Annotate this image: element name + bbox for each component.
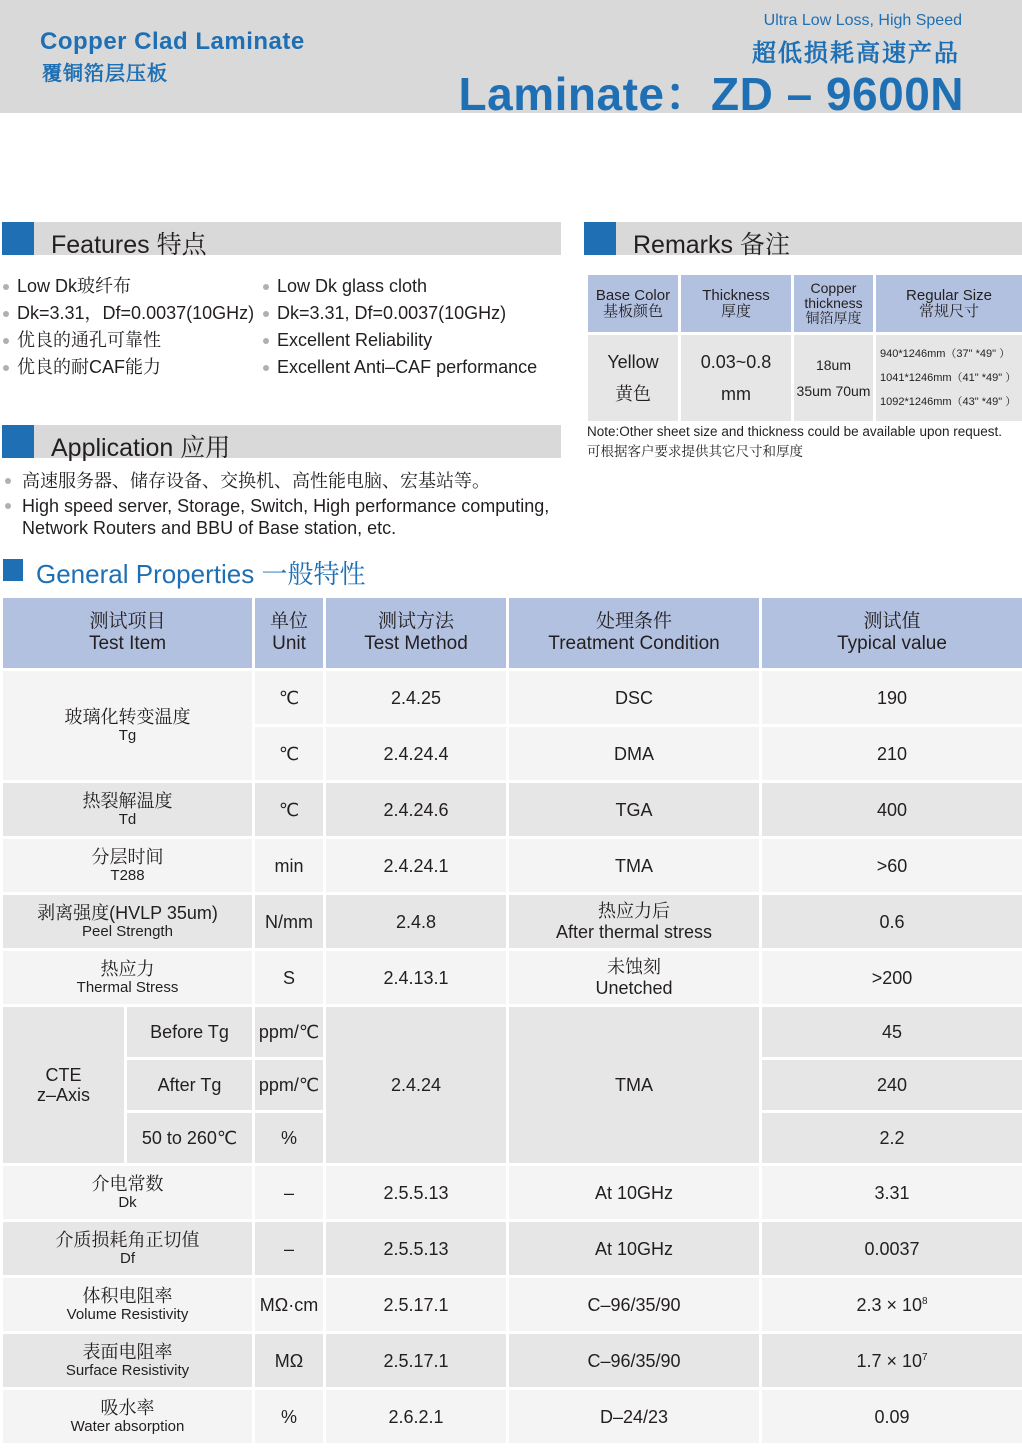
- remarks-table: [585, 272, 1022, 424]
- value-cell: >200: [761, 950, 1022, 1006]
- application-section-bar: [2, 425, 561, 462]
- features-list-en: [261, 273, 537, 381]
- item-volume-resistivity: 体积电阻率 Volume Resistivity: [2, 1277, 254, 1333]
- unit-cell: ppm/℃: [254, 1059, 325, 1112]
- cte-sub-item: Before Tg: [126, 1006, 254, 1059]
- unit-cell: –: [254, 1221, 325, 1277]
- method-cell: 2.5.5.13: [325, 1165, 508, 1221]
- cte-sub-item: After Tg: [126, 1059, 254, 1112]
- method-cell: 2.6.2.1: [325, 1389, 508, 1445]
- item-tg: 玻璃化转变温度 Tg: [2, 670, 254, 782]
- method-cell: 2.4.25: [325, 670, 508, 726]
- method-cell: 2.4.24: [325, 1006, 508, 1165]
- item-t288: 分层时间 T288: [2, 838, 254, 894]
- condition-cell: 未蚀刻 Unetched: [508, 950, 761, 1006]
- feature-item: Low Dk glass cloth: [261, 273, 537, 300]
- brand-title-en: Copper Clad Laminate: [40, 28, 305, 55]
- value-cell: 210: [761, 726, 1022, 782]
- unit-cell: MΩ: [254, 1333, 325, 1389]
- value-cell: 2.2: [761, 1112, 1022, 1165]
- section-marker: [584, 222, 616, 255]
- header-test-method: 测试方法 Test Method: [325, 597, 508, 670]
- value-cell: 240: [761, 1059, 1022, 1112]
- table-row: [2, 782, 1022, 838]
- application-title: Application 应用: [51, 434, 231, 462]
- condition-cell: D–24/23: [508, 1389, 761, 1445]
- brand-title-cn: 覆铜箔层压板: [42, 63, 168, 85]
- remarks-note-en: Note:Other sheet size and thickness could be available upon request.: [587, 424, 1003, 439]
- feature-item: Excellent Anti–CAF performance: [261, 354, 537, 381]
- remarks-section-bar: [584, 222, 1022, 259]
- feature-item: Low Dk玻纤布: [1, 273, 254, 300]
- method-cell: 2.5.17.1: [325, 1277, 508, 1333]
- page-header: [0, 0, 1022, 120]
- condition-cell: TGA: [508, 782, 761, 838]
- remarks-header-size: Regular Size 常规尺寸: [875, 274, 1022, 334]
- feature-item: Excellent Reliability: [261, 327, 537, 354]
- application-item: 高速服务器、储存设备、交换机、高性能电脑、宏基站等。: [3, 470, 583, 492]
- features-title: Features 特点: [51, 231, 207, 259]
- remarks-header-color: Base Color 基板颜色: [587, 274, 680, 334]
- value-cell: 190: [761, 670, 1022, 726]
- header-typical-value: 测试值 Typical value: [761, 597, 1022, 670]
- condition-cell: TMA: [508, 1006, 761, 1165]
- remarks-thickness-cell: 0.03~0.8 mm: [680, 334, 793, 423]
- item-dk: 介电常数 Dk: [2, 1165, 254, 1221]
- table-header-row: [2, 597, 1022, 670]
- item-surface-resistivity: 表面电阻率 Surface Resistivity: [2, 1333, 254, 1389]
- table-row: [2, 670, 1022, 726]
- unit-cell: ppm/℃: [254, 1006, 325, 1059]
- unit-cell: ℃: [254, 782, 325, 838]
- unit-cell: MΩ·cm: [254, 1277, 325, 1333]
- item-cte: CTE z–Axis: [2, 1006, 126, 1165]
- unit-cell: %: [254, 1389, 325, 1445]
- application-item: High speed server, Storage, Switch, High performance computing, Network Routers and BBU of Base station, etc.: [3, 495, 583, 539]
- unit-cell: min: [254, 838, 325, 894]
- condition-cell: C–96/35/90: [508, 1333, 761, 1389]
- condition-cell: DMA: [508, 726, 761, 782]
- unit-cell: ℃: [254, 670, 325, 726]
- condition-cell: At 10GHz: [508, 1221, 761, 1277]
- remarks-header-copper: Copper thickness 铜箔厚度: [793, 274, 875, 334]
- value-cell: 400: [761, 782, 1022, 838]
- unit-cell: %: [254, 1112, 325, 1165]
- value-cell: $2.3 \times 10^8$: [761, 1277, 1022, 1333]
- table-row: [2, 838, 1022, 894]
- condition-cell: 热应力后 After thermal stress: [508, 894, 761, 950]
- condition-cell: At 10GHz: [508, 1165, 761, 1221]
- section-marker: [2, 222, 34, 255]
- method-cell: 2.4.24.1: [325, 838, 508, 894]
- remarks-color-cell: Yellow 黄色: [587, 334, 680, 423]
- features-section-bar: [2, 222, 561, 259]
- remarks-header-thickness: Thickness 厚度: [680, 274, 793, 334]
- feature-item: Dk=3.31, Df=0.0037(10GHz): [261, 300, 537, 327]
- table-row: [2, 1221, 1022, 1277]
- item-thermal-stress: 热应力 Thermal Stress: [2, 950, 254, 1006]
- unit-cell: S: [254, 950, 325, 1006]
- table-row: [2, 1389, 1022, 1445]
- table-row: [2, 1333, 1022, 1389]
- feature-item: 优良的通孔可靠性: [1, 327, 254, 354]
- condition-cell: DSC: [508, 670, 761, 726]
- value-cell: 45: [761, 1006, 1022, 1059]
- method-cell: 2.4.8: [325, 894, 508, 950]
- item-df: 介质损耗角正切值 Df: [2, 1221, 254, 1277]
- method-cell: 2.5.5.13: [325, 1221, 508, 1277]
- value-cell: 0.0037: [761, 1221, 1022, 1277]
- table-row: [2, 1006, 1022, 1059]
- condition-cell: TMA: [508, 838, 761, 894]
- value-cell: 0.09: [761, 1389, 1022, 1445]
- method-cell: 2.4.24.4: [325, 726, 508, 782]
- features-list-cn: [1, 273, 254, 381]
- value-cell: 3.31: [761, 1165, 1022, 1221]
- cte-sub-item: 50 to 260℃: [126, 1112, 254, 1165]
- header-treatment-condition: 处理条件 Treatment Condition: [508, 597, 761, 670]
- remarks-size-cell: 940*1246mm（37" *49" ） 1041*1246mm（41" *49" ） 1092*1246mm（43" *49" ）: [875, 334, 1022, 423]
- unit-cell: N/mm: [254, 894, 325, 950]
- section-marker: [2, 425, 34, 458]
- properties-table: [0, 595, 1022, 1446]
- item-water-absorption: 吸水率 Water absorption: [2, 1389, 254, 1445]
- product-tagline-cn: 超低损耗高速产品: [752, 40, 960, 67]
- remarks-copper-cell: 18um 35um 70um: [793, 334, 875, 423]
- unit-cell: ℃: [254, 726, 325, 782]
- remarks-title: Remarks 备注: [633, 231, 790, 259]
- table-row: [2, 950, 1022, 1006]
- table-row: [2, 894, 1022, 950]
- condition-cell: C–96/35/90: [508, 1277, 761, 1333]
- feature-item: 优良的耐CAF能力: [1, 354, 254, 381]
- application-list: [3, 470, 583, 542]
- remarks-note-cn: 可根据客户要求提供其它尺寸和厚度: [587, 444, 803, 459]
- method-cell: 2.4.24.6: [325, 782, 508, 838]
- product-title: Laminate：ZD – 9600N: [458, 68, 964, 120]
- unit-cell: –: [254, 1165, 325, 1221]
- value-cell: >60: [761, 838, 1022, 894]
- general-properties-title: General Properties 一般特性: [36, 559, 366, 589]
- product-tagline-en: Ultra Low Loss, High Speed: [763, 12, 962, 29]
- header-test-item: 测试项目 Test Item: [2, 597, 254, 670]
- method-cell: 2.5.17.1: [325, 1333, 508, 1389]
- value-cell: 0.6: [761, 894, 1022, 950]
- item-peel-strength: 剥离强度(HVLP 35um) Peel Strength: [2, 894, 254, 950]
- table-row: [2, 1277, 1022, 1333]
- method-cell: 2.4.13.1: [325, 950, 508, 1006]
- value-cell: $1.7 \times 10^7$: [761, 1333, 1022, 1389]
- item-td: 热裂解温度 Td: [2, 782, 254, 838]
- feature-item: Dk=3.31，Df=0.0037(10GHz): [1, 300, 254, 327]
- table-row: [2, 1165, 1022, 1221]
- header-unit: 单位 Unit: [254, 597, 325, 670]
- section-marker: [3, 559, 23, 581]
